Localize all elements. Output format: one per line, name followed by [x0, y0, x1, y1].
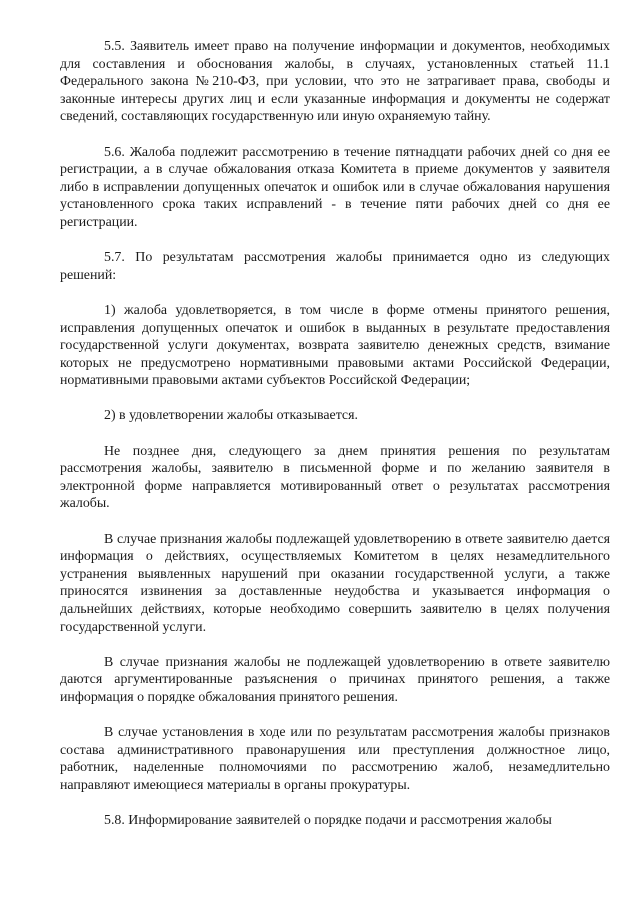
paragraph-5-5: 5.5. Заявитель имеет право на получение информации и документов, необходимых для составления и обоснования жалобы, в случаях, установленных статьей 11.1 Федерального закона №210-ФЗ, при условии, что это не затрагивает права, свободы и законные интересы других лиц и если указанные информация и документы не содержат сведений, составляющих государственную или иную охраняемую тайну.: [60, 39, 610, 125]
paragraph-complaint-satisfied: В случае признания жалобы подлежащей удовлетворению в ответе заявителю дается информация о действиях, осуществляемых Комитетом в целях незамедлительного устранения выявленных нарушений при оказании государственной услуги, а также приносятся извинения за доставленные неудобства и указывается информация о дальнейших действиях, которые необходимо совершить заявителю в целях получения государственной услуги.: [60, 531, 610, 635]
document-body: [60, 38, 610, 830]
paragraph-complaint-rejected: В случае признания жалобы не подлежащей удовлетворению в ответе заявителю даются аргументированные разъяснения о причинах принятого решения, а также информация о порядке обжалования принятого решения.: [60, 654, 610, 705]
paragraph-decision-1: 1) жалоба удовлетворяется, в том числе в форме отмены принятого решения, исправления допущенных опечаток и ошибок в выданных в результате предоставления государственной услуги документах, возврата заявителю денежных средств, взимание которых не предусмотрено нормативными правовыми актами Российской Федерации, нормативными правовыми актами субъектов Российской Федерации;: [60, 302, 610, 389]
paragraph-prosecution: В случае установления в ходе или по результатам рассмотрения жалобы признаков состава административного правонарушения или преступления должностное лицо, работник, наделенные полномочиями по рассмотрению жалоб, незамедлительно направляют имеющиеся материалы в органы прокуратуры.: [60, 725, 610, 793]
paragraph-5-8: 5.8. Информирование заявителей о порядке подачи и рассмотрения жалобы: [104, 813, 552, 829]
paragraph-5-7: 5.7. По результатам рассмотрения жалобы принимается одно из следующих решений:: [60, 250, 610, 283]
paragraph-decision-2: 2) в удовлетворении жалобы отказывается.: [104, 408, 358, 424]
paragraph-5-6: 5.6. Жалоба подлежит рассмотрению в течение пятнадцати рабочих дней со дня ее регистрации, а в случае обжалования отказа Комитета в приеме документов у заявителя либо в исправлении допущенных опечаток и ошибок или в случае обжалования нарушения установленного срока таких исправлений - в течение пяти рабочих дней со дня ее регистрации.: [60, 144, 610, 230]
paragraph-response-deadline: Не позднее дня, следующего за днем принятия решения по результатам рассмотрения жалобы, заявителю в письменной форме и по желанию заявителя в электронной форме направляется мотивированный ответ о результатах рассмотрения жалобы.: [60, 443, 610, 512]
